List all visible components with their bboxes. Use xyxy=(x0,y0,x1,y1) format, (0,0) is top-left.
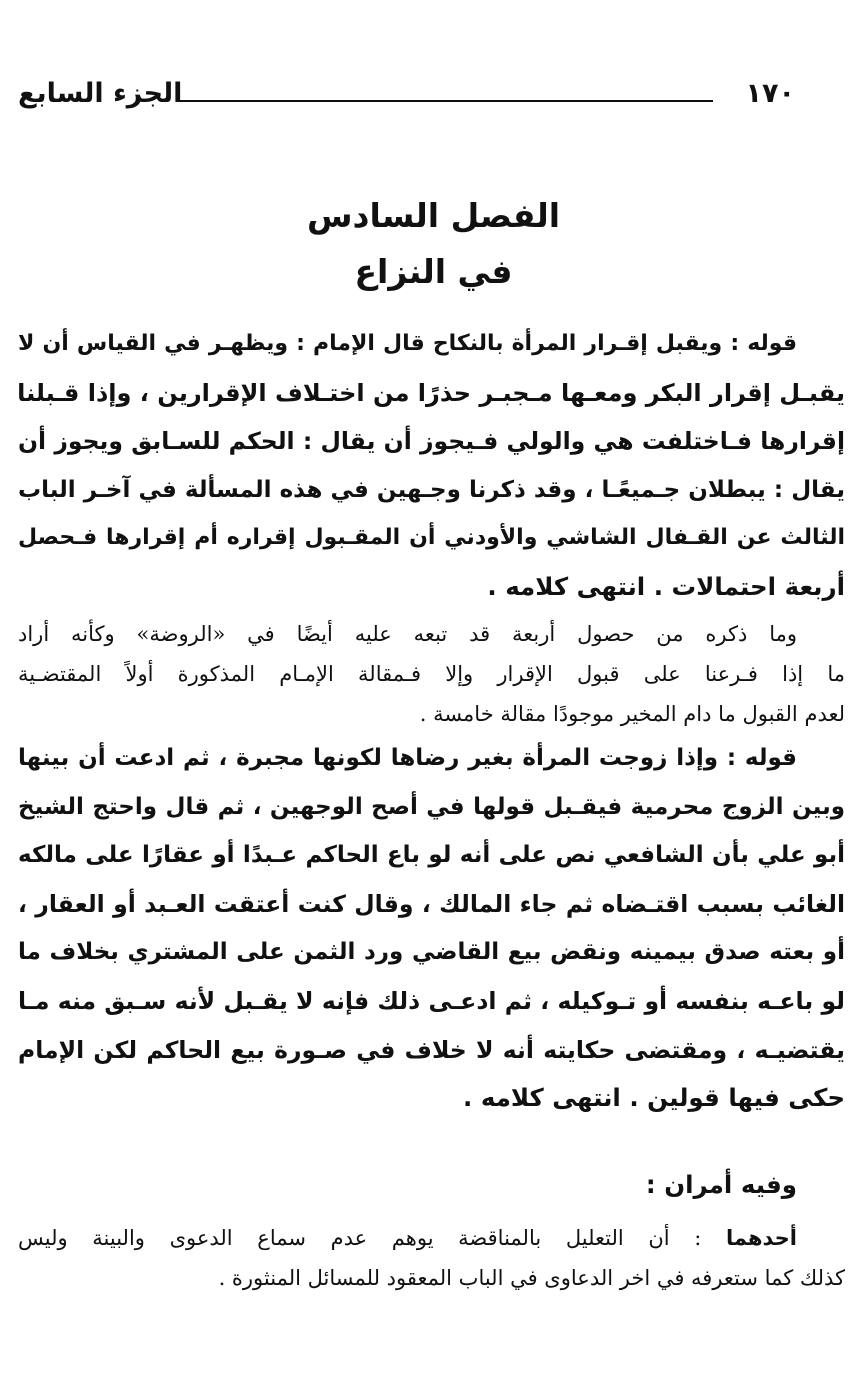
paragraph-2 xyxy=(18,614,845,734)
paragraph-5 xyxy=(18,1218,845,1298)
text-line: لعدم القبول ما دام المخير موجودًا مقالة خامسة . xyxy=(419,702,845,726)
text-line: إقرارها فـاختلفت هي والولي فـيجوز أن يقال : الحكم للسـابق ويجوز أن xyxy=(18,427,845,456)
text-line: يقتضيـه ، ومقتضى حكايته أنه لا خلاف في صـورة بيع الحاكم لكن الإمام xyxy=(18,1035,845,1064)
text-line: حكى فيها قولين . انتهى كلامه . xyxy=(463,1083,845,1113)
text-line: ما إذا فـرعنا على قبول الإقرار وإلا فـمقالة الإمـام المذكورة أولاً المقتضـية xyxy=(18,662,845,686)
text-line: الغائب بسبب اقتـضاه ثم جاء المالك ، وقال كنت أعتقت العـبد أو العقار ، xyxy=(18,889,845,918)
page-number: ١٧٠ xyxy=(745,78,795,109)
text-line: قوله : وإذا زوجت المرأة بغير رضاها لكونها مجبرة ، ثم ادعت أن بينها xyxy=(18,745,797,771)
text-line: وبين الزوج محرمية فيقـبل قولها في أصح الوجهين ، ثم قال واحتج الشيخ xyxy=(18,793,845,820)
paragraph-4 xyxy=(18,1161,845,1209)
lead-word: أحدهما xyxy=(726,1226,797,1250)
paragraph-3 xyxy=(18,734,845,1123)
running-header xyxy=(18,78,795,122)
text-line: يقال : يبطلان جـميعًـا ، وقد ذكرنا وجـهين في هذه المسألة في آخـر الباب xyxy=(18,476,845,503)
text-line: قوله : ويقبل إقـرار المرأة بالنكاح قال الإمام : ويظهـر في القياس أن لا xyxy=(18,331,797,356)
text-line: أو بعته صدق بيمينه ونقض بيع القاضي ورد الثمن على المشتري بخلاف ما xyxy=(18,939,845,966)
paragraph-1 xyxy=(18,320,845,612)
lead-line-rest: : أن التعليل بالمناقضة يوهم عدم سماع الدعوى والبينة وليس xyxy=(18,1226,726,1250)
text-line: يقبـل إقرار البكر ومعـها مـجبـر حذرًا من اختـلاف الإقرارين ، وإذا قـبلنا xyxy=(17,378,845,407)
chapter-title: الفصل السادس xyxy=(306,196,561,235)
part-title: الجزء السابع xyxy=(18,78,183,109)
text-line: أربعة احتمالات . انتهى كلامه . xyxy=(487,571,845,601)
header-rule xyxy=(178,100,713,102)
text-line: وفيه أمران : xyxy=(645,1170,797,1199)
text-line: الثالث عن القـفال الشاشي والأودني أن المقـبول إقراره أم إقرارها فـحصل xyxy=(18,525,845,551)
text-line: أبو علي بأن الشافعي نص على أنه لو باع الحاكم عـبدًا أو عقارًا على مالكه xyxy=(18,842,845,869)
text-line: لو باعـه بنفسه أو تـوكيله ، ثم ادعـى ذلك فإنه لا يقـبل لأنه سـبق منه مـا xyxy=(18,986,845,1015)
text-line xyxy=(18,1218,845,1258)
chapter-subtitle: في النزاع xyxy=(354,252,513,291)
text-line: وما ذكره من حصول أربعة قد تبعه عليه أيضًا في «الروضة» وكأنه أراد xyxy=(18,622,797,646)
text-line: كذلك كما ستعرفه في اخر الدعاوى في الباب المعقود للمسائل المنثورة . xyxy=(218,1266,845,1290)
